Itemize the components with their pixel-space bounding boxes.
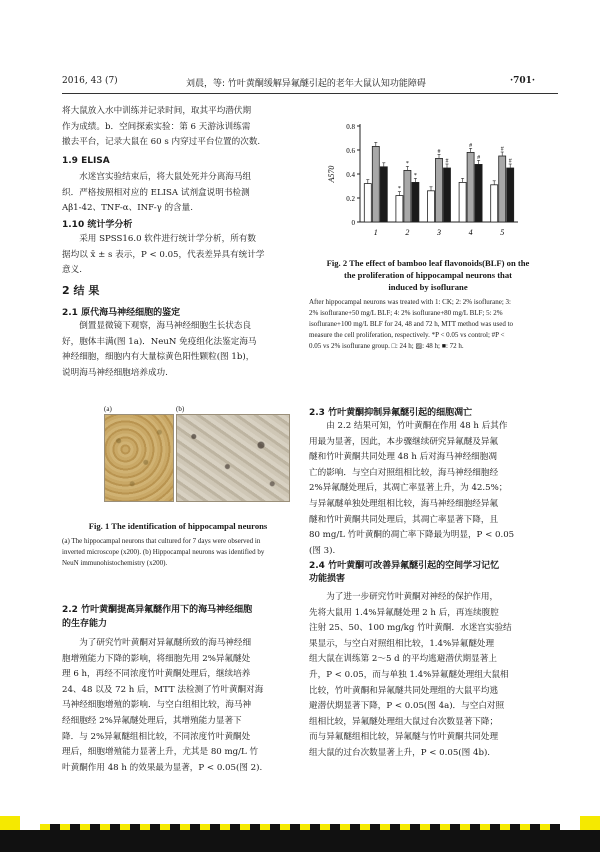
text-line: 先将大鼠用 1.4%异氟醚处理 2 h 后，再连续腹腔 — [309, 607, 499, 618]
bar — [428, 191, 435, 222]
bar — [499, 156, 506, 222]
caption-line: Fig. 2 The effect of bamboo leaf flavonoids(BLF) on the — [326, 258, 530, 268]
text-line: 比较，竹叶黄酮和异氟醚共同处理组的大鼠平均逃 — [309, 685, 499, 696]
text-line: 组相比较，异氟醚处理组大鼠过台次数显著下降； — [309, 716, 499, 727]
section-2-3-title: 2.3 竹叶黄酮抑制异氟醚引起的细胞凋亡 — [309, 408, 473, 418]
bar — [364, 184, 371, 222]
bar — [380, 167, 387, 222]
text-line: 注射 25、50、100 mg/kg 竹叶黄酮．水迷宫实验结 — [309, 623, 512, 634]
bottom-border — [0, 830, 600, 852]
bar — [475, 164, 482, 222]
text-line: 降．与 2%异氟醚组相比较，不同浓度竹叶黄酮处 — [62, 731, 251, 742]
section-2-3-body — [309, 419, 541, 559]
significance-mark: # — [508, 158, 512, 165]
x-tick-label: 4 — [468, 228, 473, 237]
text-line: 将大鼠放入水中训练并记录时间，取其平均潜伏期 — [62, 106, 252, 116]
bar — [459, 182, 466, 222]
text-line: (图 3). — [309, 545, 336, 556]
text-line: 避潜伏期显著下降，P < 0.05(图 4a)．与空白对照 — [309, 701, 505, 712]
text-line: 胞增殖能力下降的影响，将细胞先用 2%异氟醚处 — [62, 653, 251, 664]
bar — [372, 146, 379, 222]
section-1-9-title: 1.9 ELISA — [62, 156, 110, 166]
y-tick-label: 0.2 — [346, 195, 355, 203]
y-axis-label: A570 — [327, 165, 336, 183]
y-tick-label: 0.4 — [346, 171, 355, 179]
section-2-2-body — [62, 636, 294, 776]
text-line: 据均以 x̄ ± s 表示，P < 0.05，代表差异具有统计学 — [62, 249, 265, 260]
text-line: 由 2.2 结果可知，竹叶黄酮在作用 48 h 后其作 — [326, 421, 508, 431]
x-tick-label: 5 — [500, 228, 505, 237]
fig1-label-b: (b) — [176, 405, 185, 413]
note-line: inverted microscope (x200). (b) Hippocampal neurons was identified by — [62, 548, 265, 556]
text-line: 作为成绩。b．空间探索实验：第 6 天游泳训练需 — [62, 121, 251, 132]
text-line: 24、48 以及 72 h 后，MTT 法检测了竹叶黄酮对海 — [62, 684, 264, 695]
note-line: 0.05 vs 2% isoflurane group. □: 24 h; ▨: 48 h; ■: 72 h. — [309, 342, 464, 350]
text-line: 醚和竹叶黄酮共同处理 48 h 后对海马神经细胞凋 — [309, 452, 497, 463]
text-line: 经细胞经 2%异氟醚处理后，其增殖能力显著下 — [62, 715, 242, 726]
section-1-10-body — [62, 232, 294, 279]
x-tick-label: 3 — [437, 228, 441, 237]
bar — [491, 185, 498, 222]
caption-line: the proliferation of hippocampal neurons that — [344, 270, 512, 280]
bar — [467, 152, 474, 222]
y-tick-label: 0 — [351, 219, 355, 227]
fig1-label-a: (a) — [104, 405, 112, 413]
text-line: 组大鼠在训练第 2～5 d 的平均逃避潜伏期显著上 — [309, 654, 497, 665]
significance-mark: # — [469, 142, 473, 149]
scan-mark-left — [0, 816, 20, 830]
fig2-bar-chart — [322, 118, 522, 250]
y-tick-label: 0.6 — [346, 147, 355, 155]
text-line: 理后，细胞增殖能力显著上升，尤其是 80 mg/L 竹 — [62, 747, 259, 758]
fig2-caption — [308, 257, 548, 293]
significance-mark: # — [445, 158, 449, 165]
text-line: 用最为显著，因此，本步骤继续研究异氟醚及异氟 — [309, 436, 499, 447]
text-line: 组大鼠的过台次数显著上升，P < 0.05(图 4b). — [309, 747, 491, 758]
text-line: Aβ1-42、TNF-α、INF-γ 的含量. — [62, 203, 193, 214]
section-2-1-title: 2.1 原代海马神经细胞的鉴定 — [62, 308, 181, 318]
section-2-1-body — [62, 319, 294, 381]
note-line: 2% isoflurane+50 mg/L BLF; 4: 2% isoflurane+80 mg/L BLF; 5: 2% — [309, 309, 503, 317]
note-line: NeuN immunohistochemistry (x200). — [62, 559, 168, 567]
text-line: 理 6 h，再经不同浓度竹叶黄酮处理后，继续培养 — [62, 669, 251, 680]
left-column-intro — [62, 104, 294, 151]
bar — [404, 170, 411, 222]
title-line: 2.4 竹叶黄酮可改善异氟醚引起的空间学习记忆 — [309, 561, 500, 571]
text-line: 升，P < 0.05，而与单独 1.4%异氟醚处理组大鼠相 — [309, 669, 509, 680]
bar — [436, 158, 443, 222]
fig1a-microscope-image — [104, 414, 174, 502]
header-rule — [62, 93, 558, 94]
header-journal-info: 2016, 43 (7) — [62, 76, 118, 86]
text-line: 叶黄酮作用 48 h 的效果最为显著，P < 0.05(图 2). — [62, 762, 263, 773]
title-line: 功能损害 — [309, 574, 346, 584]
fig2-note — [309, 297, 553, 352]
caption-line: induced by isoflurane — [388, 282, 468, 292]
text-line: 果显示，与空白对照组相比较，1.4%异氟醚处理 — [309, 638, 495, 649]
significance-mark: # — [437, 148, 441, 155]
title-line: 2.2 竹叶黄酮提高异氟醚作用下的海马神经细胞 — [62, 605, 253, 615]
text-line: 说明海马神经细胞培养成功. — [62, 367, 168, 378]
note-line: After hippocampal neurons was treated with 1: CK; 2: 2% isoflurane; 3: — [309, 298, 511, 306]
section-2-2-title — [62, 603, 302, 631]
header-running-title: 刘晨，等: 竹叶黄酮缓解异氟醚引起的老年大鼠认知功能障碍 — [186, 79, 426, 89]
note-line: isoflurane+100 mg/L BLF for 24, 48 and 72 h, MTT method was used to — [309, 320, 514, 328]
section-2-4-title — [309, 560, 549, 586]
text-line: 好，胞体丰满(图 1a)．NeuN 免疫组化法鉴定海马 — [62, 336, 257, 347]
header-page-number: ·701· — [510, 76, 536, 86]
text-line: 与异氟醚单独处理组相比较，海马神经细胞经异氟 — [309, 498, 499, 509]
text-line: 水迷宫实验结束后，将大鼠处死并分离海马组 — [79, 172, 252, 182]
text-line: 意义. — [62, 265, 82, 276]
note-line: measure the cell proliferation, respectively. *P < 0.05 vs control; #P < — [309, 331, 505, 339]
scan-pattern — [40, 824, 560, 830]
section-1-10-title: 1.10 统计学分析 — [62, 220, 133, 230]
note-line: (a) The hippocampal neurons that cultured for 7 days were observed in — [62, 537, 261, 545]
text-line: 采用 SPSS16.0 软件进行统计学分析，所有数 — [79, 234, 256, 244]
text-line: 撤去平台，记录大鼠在 60 s 内穿过平台位置的次数. — [62, 137, 261, 148]
fig1b-immunohistochemistry-image — [176, 414, 290, 502]
text-line: 织．严格按照相对应的 ELISA 试剂盒说明书检测 — [62, 187, 250, 198]
significance-mark: # — [500, 146, 504, 153]
significance-mark: * — [405, 160, 409, 167]
x-tick-label: 2 — [405, 228, 410, 237]
text-line: 而与异氟醚组相比较，异氟醚与竹叶黄酮共同处理 — [309, 732, 499, 743]
significance-mark: * — [397, 186, 401, 193]
text-line: 马神经细胞增殖的影响．与空白组相比较，海马神 — [62, 700, 252, 711]
section-1-9-body — [62, 170, 294, 217]
text-line: 为了研究竹叶黄酮对异氟醚所致的海马神经细 — [79, 638, 252, 648]
section-2-4-body — [309, 590, 541, 762]
bar — [507, 168, 514, 222]
text-line: 2%异氟醚处理后，其凋亡率显著上升，为 42.5%； — [309, 483, 508, 494]
fig1-note — [62, 536, 302, 569]
text-line: 80 mg/L 竹叶黄酮的凋亡率下降最为明显，P < 0.05 — [309, 530, 515, 541]
title-line: 的生存能力 — [62, 619, 108, 629]
bar — [396, 196, 403, 222]
x-tick-label: 1 — [373, 228, 378, 237]
text-line: 为了进一步研究竹叶黄酮对神经的保护作用， — [326, 592, 499, 602]
text-line: 醚和竹叶黄酮共同处理后，其凋亡率显著下降，且 — [309, 514, 499, 525]
fig1-caption: Fig. 1 The identification of hippocampal neurons — [88, 521, 268, 531]
text-line: 倒置显微镜下观察，海马神经细胞生长状态良 — [79, 321, 252, 331]
scan-mark-right — [580, 816, 600, 830]
y-tick-label: 0.8 — [346, 123, 355, 131]
bar — [444, 168, 451, 222]
section-2-title: 2 结 果 — [62, 284, 100, 297]
significance-mark: # — [477, 154, 481, 161]
text-line: 神经细胞，细胞内有大量棕黄色阳性颗粒(图 1b)， — [62, 352, 255, 363]
significance-mark: * — [413, 172, 417, 179]
text-line: 亡的影响．与空白对照组相比较，海马神经细胞经 — [309, 467, 499, 478]
bar — [412, 182, 419, 222]
